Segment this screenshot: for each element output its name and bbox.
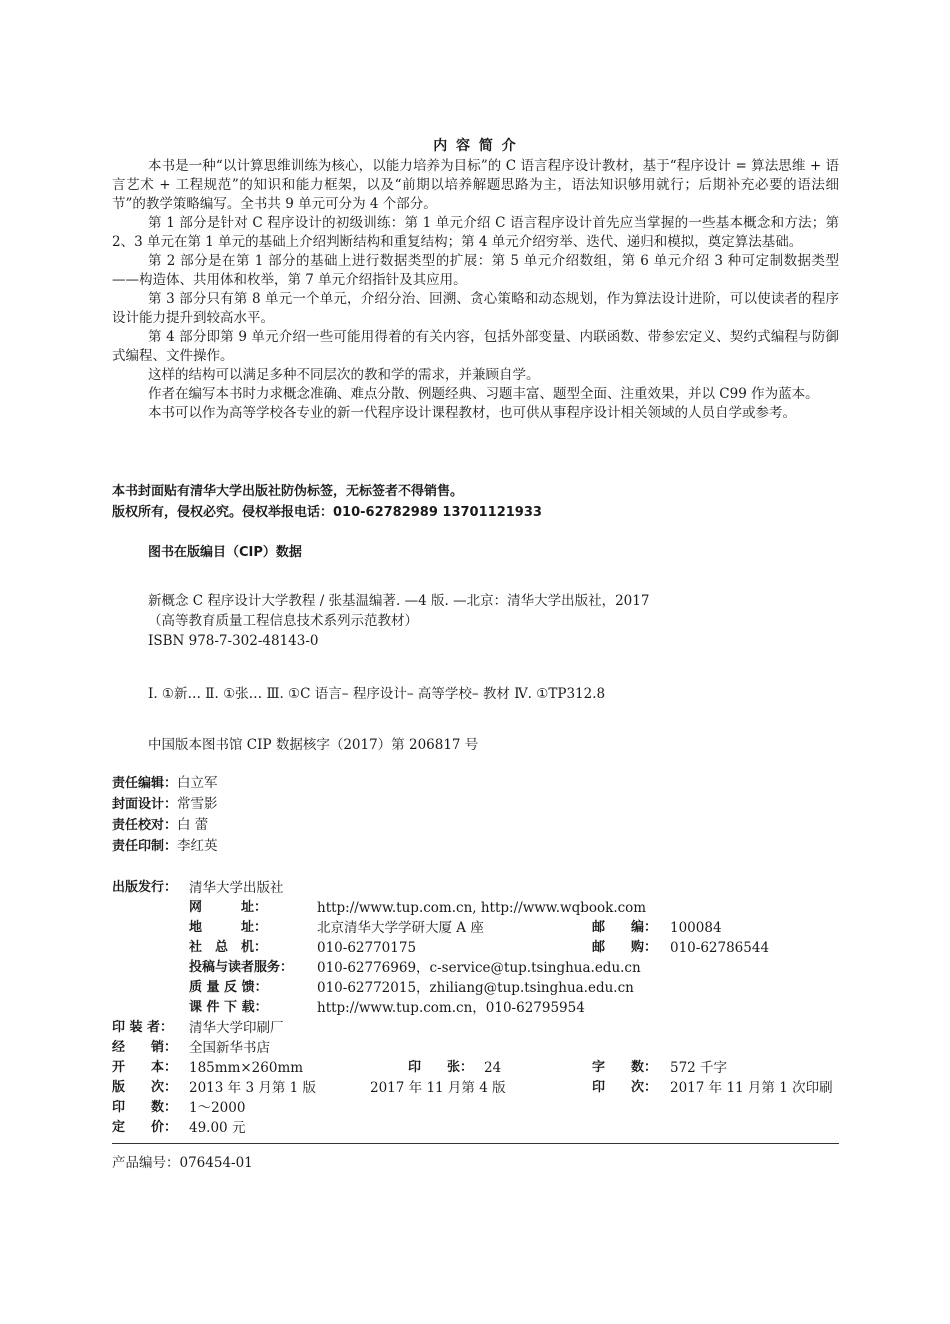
edition-first: 2013 年 3 月第 1 版	[189, 1080, 316, 1096]
copies-label: 印 数：	[112, 1100, 178, 1115]
service-label: 投稿与读者服务：	[189, 960, 294, 975]
staff-row	[112, 773, 218, 794]
staff-value: 常雪影	[177, 796, 218, 812]
anti-counterfeit-notice: 本书封面贴有清华大学出版社防伪标签，无标签者不得销售。	[112, 484, 464, 499]
word-count-value: 572 千字	[670, 1060, 728, 1076]
switchboard-label: 社 总 机：	[189, 940, 268, 955]
mail-order-value: 010-62786544	[670, 940, 770, 956]
distributor-value: 全国新华书店	[189, 1040, 270, 1056]
distributor-label: 经 销：	[112, 1040, 178, 1055]
quality-label: 质 量 反 馈：	[189, 980, 268, 995]
cip-line-isbn: ISBN 978-7-302-48143-0	[148, 633, 319, 649]
edition-row	[112, 1078, 839, 1098]
copies-value: 1～2000	[189, 1100, 246, 1116]
service-row	[112, 958, 839, 978]
format-label: 开 本：	[112, 1060, 178, 1075]
edition-current: 2017 年 11 月第 4 版	[370, 1080, 506, 1096]
printer-label: 印 装 者：	[112, 1020, 174, 1035]
sheets-value: 24	[484, 1060, 502, 1076]
printer-value: 清华大学印刷厂	[189, 1020, 284, 1036]
cip-line-title: 新概念 C 程序设计大学教程 / 张基温编著. —4 版. —北京：清华大学出版社，2017	[148, 593, 650, 609]
intro-title: 内 容 简 介	[433, 138, 518, 154]
edition-label: 版 次：	[112, 1080, 178, 1095]
website-label: 网 址：	[189, 900, 268, 915]
cip-record	[148, 591, 848, 651]
cip-line-series: （高等教育质量工程信息技术系列示范教材）	[148, 613, 418, 629]
staff-value: 李红英	[177, 838, 218, 854]
publication-info	[112, 878, 839, 1138]
postcode-value: 100084	[670, 920, 722, 936]
printing-label: 印 次：	[592, 1080, 658, 1095]
mail-order-label: 邮 购：	[592, 940, 658, 955]
staff-value: 白 蕾	[177, 817, 209, 833]
staff-row	[112, 794, 218, 815]
cip-record-number: 中国版本图书馆 CIP 数据核字（2017）第 206817 号	[148, 737, 479, 753]
download-label: 课 件 下 载：	[189, 1000, 268, 1015]
product-number: 产品编号：076454-01	[112, 1155, 253, 1171]
price-label: 定 价：	[112, 1120, 178, 1135]
intro-paragraph: 本书是一种“以计算思维训练为核心，以能力培养为目标”的 C 语言程序设计教材，基于“程序设计 = 算法思维 + 语言艺术 + 工程规范”的知识和能力框架，以及“前期以培养解题思路为主，语法知识够用就行；后期补充必要的语法细节”的教学策略编写。全书共 9 单元可分为 4 个部分。	[112, 158, 839, 212]
address-label: 地 址：	[189, 920, 268, 935]
publisher-label: 出版发行：	[112, 880, 178, 895]
intro-paragraph: 本书可以作为高等学校各专业的新一代程序设计课程教材，也可供从事程序设计相关领域的人员自学或参考。	[148, 405, 796, 421]
intro-paragraph: 第 4 部分即第 9 单元介绍一些可能用得着的有关内容，包括外部变量、内联函数、带参宏定义、契约式编程与防御式编程、文件操作。	[112, 329, 839, 364]
website-value: http://www.tup.com.cn, http://www.wqbook.com	[317, 900, 647, 916]
cip-classification: Ⅰ. ①新… Ⅱ. ①张… Ⅲ. ①C 语言– 程序设计– 高等学校– 教材 Ⅳ. ①TP312.8	[148, 686, 606, 702]
switchboard-row	[112, 938, 839, 958]
download-row	[112, 998, 839, 1018]
price-value: 49.00 元	[189, 1120, 246, 1136]
address-value: 北京清华大学学研大厦 A 座	[317, 920, 484, 936]
cip-title: 图书在版编目（CIP）数据	[148, 545, 302, 560]
printing-value: 2017 年 11 月第 1 次印刷	[670, 1080, 833, 1096]
divider-rule	[112, 1143, 839, 1144]
intro-paragraph: 这样的结构可以满足多种不同层次的教和学的需求，并兼顾自学。	[148, 367, 540, 383]
staff-row	[112, 836, 218, 857]
quality-row	[112, 978, 839, 998]
sheets-label: 印 张：	[408, 1060, 474, 1075]
publisher-row	[112, 878, 839, 898]
price-row	[112, 1118, 839, 1138]
format-value: 185mm×260mm	[189, 1060, 304, 1076]
staff-row	[112, 815, 218, 836]
quality-value: 010-62772015，zhiliang@tup.tsinghua.edu.cn	[317, 980, 634, 996]
download-value: http://www.tup.com.cn，010-62795954	[317, 1000, 585, 1016]
copies-row	[112, 1098, 839, 1118]
switchboard-value: 010-62770175	[317, 940, 417, 956]
staff-value: 白立军	[177, 775, 218, 791]
distributor-row	[112, 1038, 839, 1058]
staff-label: 责任校对：	[112, 818, 178, 833]
intro-paragraph: 第 3 部分只有第 8 单元一个单元，介绍分治、回溯、贪心策略和动态规划，作为算法设计进阶，可以使读者的程序设计能力提升到较高水平。	[112, 291, 839, 326]
intro-paragraph: 作者在编写本书时力求概念准确、难点分散、例题经典、习题丰富、题型全面、注重效果，并以 C99 作为蓝本。	[148, 386, 819, 402]
copyright-notice	[112, 481, 839, 523]
staff-label: 责任印制：	[112, 839, 178, 854]
rights-notice: 版权所有，侵权必究。侵权举报电话：010-62782989 13701121933	[112, 505, 542, 520]
word-count-label: 字 数：	[592, 1060, 658, 1075]
intro-body	[112, 157, 839, 423]
intro-paragraph: 第 1 部分是针对 C 程序设计的初级训练：第 1 单元介绍 C 语言程序设计首先应当掌握的一些基本概念和方法；第 2、3 单元在第 1 单元的基础上介绍判断结构和重复结构；第 4 单元介绍穷举、迭代、递归和模拟，奠定算法基础。	[112, 215, 839, 250]
postcode-label: 邮 编：	[592, 920, 658, 935]
printer-row	[112, 1018, 839, 1038]
staff-label: 封面设计：	[112, 797, 178, 812]
service-value: 010-62776969，c-service@tup.tsinghua.edu.cn	[317, 960, 641, 976]
publisher-name: 清华大学出版社	[189, 880, 284, 896]
staff-list	[112, 773, 218, 857]
format-row	[112, 1058, 839, 1078]
staff-label: 责任编辑：	[112, 776, 178, 791]
intro-paragraph: 第 2 部分是在第 1 部分的基础上进行数据类型的扩展：第 5 单元介绍数组，第 6 单元介绍 3 种可定制数据类型——构造体、共用体和枚举，第 7 单元介绍指针及其应用。	[112, 253, 839, 288]
website-row	[112, 898, 839, 918]
address-row	[112, 918, 839, 938]
